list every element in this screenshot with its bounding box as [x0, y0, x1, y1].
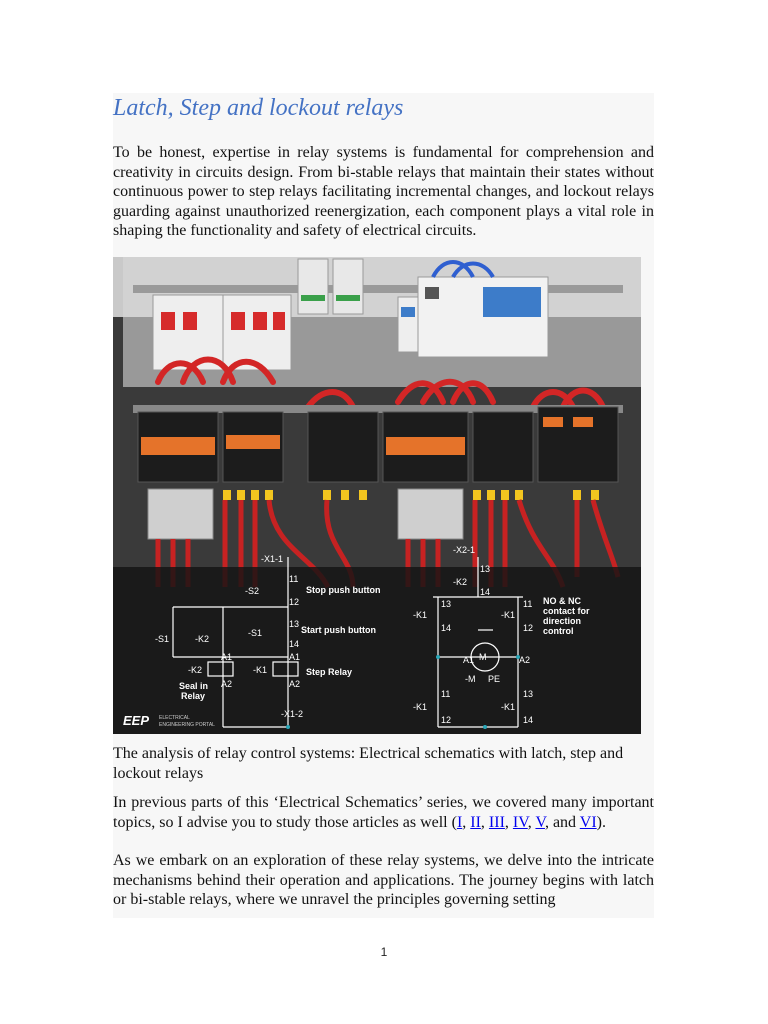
series-link-iv[interactable]: IV	[512, 813, 528, 831]
figure-label-terminal-11: 11	[289, 574, 299, 584]
figure-label-no-nc-1: NO & NC	[543, 596, 581, 606]
figure-label-terminal-13-x2: 13	[480, 564, 491, 574]
figure-label-k1-left: -K1	[413, 610, 428, 620]
figure-label-s1: -S1	[248, 628, 263, 638]
relay-panel-figure	[113, 257, 641, 734]
document-title: Latch, Step and lockout relays	[113, 95, 404, 121]
eep-logo-text: EEP	[123, 713, 150, 728]
series-paragraph: In previous parts of this ‘Electrical Schematics’ series, we covered many important topics, so I advise you to study those articles as well (I, II, III, IV, V, and VI).	[113, 794, 654, 831]
figure-label-no-nc-2: contact for	[543, 606, 590, 616]
figure-label-terminal-14: 14	[289, 639, 300, 649]
figure-label-k2-contact: -K2	[195, 634, 210, 644]
series-link-v[interactable]: V	[535, 813, 545, 831]
figure-label-seal-in-2: Relay	[181, 691, 206, 701]
figure-label-terminal-11-k1: 11	[523, 599, 533, 609]
intro-paragraph: To be honest, expertise in relay systems is fundamental for comprehension and creativity in circuits design. From bi-stable relays that maintain their states without continuous power to step relays facilitating incremental changes, and lockout relays guarding against unauthorized reenergization, each component plays a vital role in shaping the functionality and safety of electrical circuits.	[113, 144, 654, 240]
page-number: 1	[380, 945, 388, 959]
figure-label-terminal-13: 13	[289, 619, 300, 629]
figure-label-no-nc-3: direction	[543, 616, 582, 626]
series-link-iii[interactable]: III	[488, 813, 505, 831]
figure-label-a2-right: A2	[289, 679, 301, 689]
figure-label-motor: M	[479, 652, 487, 662]
figure-label-no-nc-4: control	[543, 626, 574, 636]
figure-label-terminal-12: 12	[289, 597, 300, 607]
figure-label-k2-coil: -K2	[188, 665, 203, 675]
series-paragraph-text: In previous parts of this ‘Electrical Schematics’ series, we covered many important topics, so I advise you to study those articles as well (	[113, 794, 654, 831]
figure-label-k1-coil: -K1	[253, 665, 268, 675]
figure-label-terminal-14-x2: 14	[480, 587, 491, 597]
figure-label-terminal-14-bottom: 14	[523, 715, 534, 725]
figure-label-k1-bottom-left: -K1	[413, 702, 428, 712]
figure-label-terminal-12-bottom: 12	[441, 715, 452, 725]
figure-label-terminal-12-k1: 12	[523, 623, 534, 633]
figure-label-terminal-11-bottom: 11	[441, 689, 451, 699]
figure-label-k2-right: -K2	[453, 577, 468, 587]
series-paragraph-end: ).	[596, 813, 606, 831]
figure-label-s2: -S2	[245, 586, 260, 596]
figure-label-a1-right: A1	[289, 652, 301, 662]
figure-label-m: -M	[465, 674, 476, 684]
figure-label-start-push-button: Start push button	[301, 625, 376, 635]
figure-label-step-relay: Step Relay	[306, 667, 353, 677]
eep-logo-sub1: ELECTRICAL	[159, 715, 190, 721]
series-link-i[interactable]: I	[456, 813, 463, 831]
figure-label-s1-left: -S1	[155, 634, 170, 644]
figure-label-a2: A2	[221, 679, 233, 689]
figure-label-pe: PE	[488, 674, 501, 684]
figure-caption: The analysis of relay control systems: Electrical schematics with latch, step and lockout relays	[113, 745, 624, 782]
figure-label-x2: -X2-1	[453, 545, 476, 555]
series-paragraph-and: and	[552, 813, 580, 831]
series-link-ii[interactable]: II	[470, 813, 481, 831]
figure-label-terminal-13-k1: 13	[441, 599, 452, 609]
figure-label-stop-push-button: Stop push button	[306, 585, 381, 595]
figure-label-terminal-13-bottom: 13	[523, 689, 534, 699]
figure-label-x1-bottom: -X1-2	[281, 709, 304, 719]
series-link-vi[interactable]: VI	[579, 813, 597, 831]
exploration-paragraph: As we embark on an exploration of these relay systems, we delve into the intricate mechanisms behind their operation and applications. The journey begins with latch or bi-stable relays, where we unravel the principles governing setting	[113, 852, 654, 909]
figure-label-a1: A1	[221, 652, 233, 662]
figure-label-x1-1: -X1-1	[261, 554, 284, 564]
figure-label-motor-a1: A1	[463, 655, 475, 665]
figure-label-motor-a2: A2	[519, 655, 531, 665]
figure-label-seal-in-1: Seal in	[179, 681, 209, 691]
figure-label-k1-right: -K1	[501, 610, 516, 620]
relay-panel-illustration	[113, 257, 641, 734]
figure-label-terminal-14-k1: 14	[441, 623, 452, 633]
document-page	[113, 93, 654, 918]
figure-label-k1-bottom-right: -K1	[501, 702, 516, 712]
eep-logo-sub2: ENGINEERING PORTAL	[159, 722, 215, 728]
